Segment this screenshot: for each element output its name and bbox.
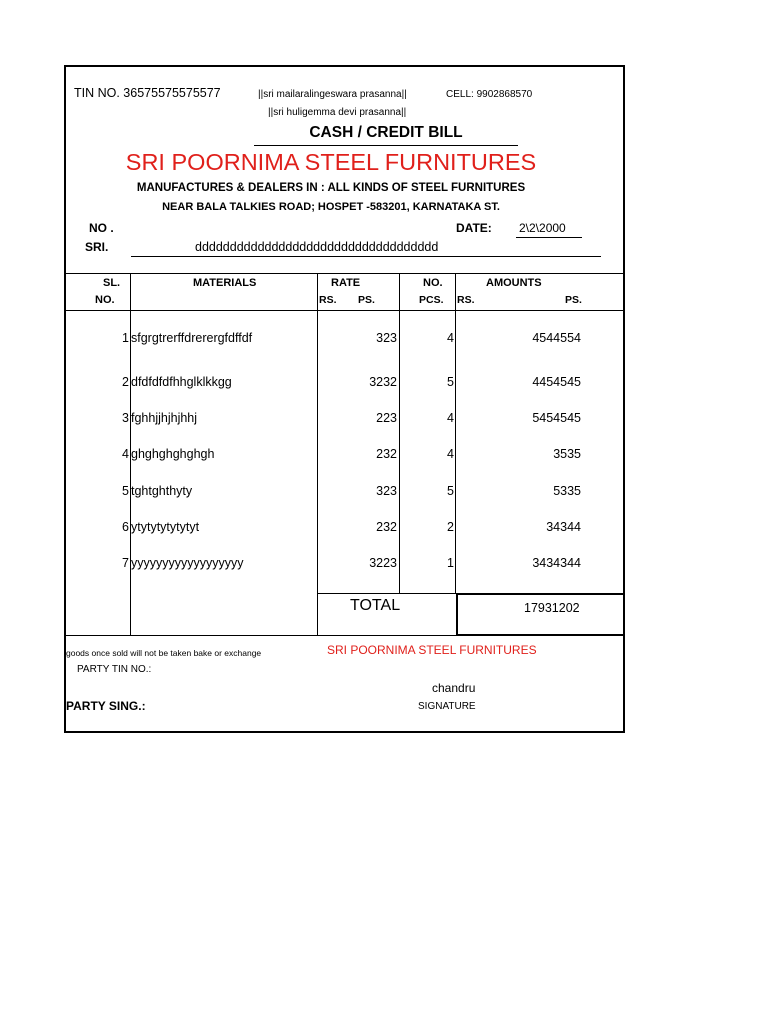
row-amount: 34344 bbox=[546, 520, 581, 534]
row-amount: 4454545 bbox=[532, 375, 581, 389]
table-header-bottom-line bbox=[64, 310, 625, 311]
col-header-rate-rs: RS. bbox=[319, 294, 337, 306]
col-header-amt-rs: RS. bbox=[457, 294, 475, 306]
row-rate: 3223 bbox=[369, 556, 397, 570]
row-pcs: 5 bbox=[447, 484, 454, 498]
row-pcs: 4 bbox=[447, 411, 454, 425]
col-header-sl: SL. bbox=[103, 277, 121, 289]
footer-company: SRI POORNIMA STEEL FURNITURES bbox=[327, 643, 537, 657]
bill-type: CASH / CREDIT BILL bbox=[309, 124, 463, 141]
signature-label: SIGNATURE bbox=[418, 701, 476, 712]
row-rate: 323 bbox=[376, 484, 397, 498]
sri-underline bbox=[131, 256, 601, 257]
row-amount: 3434344 bbox=[532, 556, 581, 570]
row-rate: 232 bbox=[376, 520, 397, 534]
date-underline bbox=[516, 237, 582, 238]
no-label: NO . bbox=[89, 221, 114, 235]
row-pcs: 5 bbox=[447, 375, 454, 389]
col-header-rate-ps: PS. bbox=[358, 294, 375, 306]
signer-name: chandru bbox=[432, 681, 476, 695]
row-rate: 232 bbox=[376, 447, 397, 461]
row-sl: 7 bbox=[122, 556, 129, 570]
col-divider-rate bbox=[399, 273, 400, 593]
cell-number: CELL: 9902868570 bbox=[446, 89, 533, 100]
row-material: ytytytytytytyt bbox=[131, 520, 200, 534]
row-rate: 3232 bbox=[369, 375, 397, 389]
row-material: sfgrgtrerffdrerergfdffdf bbox=[131, 331, 253, 345]
row-material: dfdfdfdfhhglklkkgg bbox=[131, 375, 232, 389]
row-material: fghhjjhjhjhhj bbox=[131, 411, 198, 425]
party-tin-label: PARTY TIN NO.: bbox=[77, 664, 152, 675]
total-value: 17931202 bbox=[524, 601, 580, 615]
deity-line-2: ||sri huligemma devi prasanna|| bbox=[268, 107, 407, 118]
row-material: tghtghthyty bbox=[131, 484, 193, 498]
row-sl: 5 bbox=[122, 484, 129, 498]
col-header-rate: RATE bbox=[331, 277, 361, 289]
row-sl: 4 bbox=[122, 447, 129, 461]
row-sl: 2 bbox=[122, 375, 129, 389]
row-rate: 223 bbox=[376, 411, 397, 425]
tin-number: TIN NO. 36575575575577 bbox=[74, 86, 221, 100]
row-pcs: 4 bbox=[447, 447, 454, 461]
col-divider-materials bbox=[317, 273, 318, 635]
footer-note: goods once sold will not be taken bake or exchange bbox=[66, 648, 262, 658]
col-divider-pcs bbox=[455, 273, 456, 593]
row-pcs: 2 bbox=[447, 520, 454, 534]
date-value: 2\2\2000 bbox=[519, 221, 566, 235]
col-header-amt-ps: PS. bbox=[565, 294, 582, 306]
col-header-materials: MATERIALS bbox=[193, 277, 257, 289]
row-amount: 4544554 bbox=[532, 331, 581, 345]
col-header-pcs-no: NO. bbox=[423, 277, 443, 289]
col-header-amounts: AMOUNTS bbox=[486, 277, 542, 289]
row-material: ghghghghghgh bbox=[131, 447, 215, 461]
col-header-no: NO. bbox=[95, 294, 115, 306]
row-amount: 3535 bbox=[553, 447, 581, 461]
row-rate: 323 bbox=[376, 331, 397, 345]
row-amount: 5454545 bbox=[532, 411, 581, 425]
row-sl: 1 bbox=[122, 331, 129, 345]
row-amount: 5335 bbox=[553, 484, 581, 498]
row-pcs: 1 bbox=[447, 556, 454, 570]
deity-line-1: ||sri mailaralingeswara prasanna|| bbox=[258, 89, 407, 100]
row-sl: 6 bbox=[122, 520, 129, 534]
row-sl: 3 bbox=[122, 411, 129, 425]
company-address: NEAR BALA TALKIES ROAD; HOSPET -583201, KARNATAKA ST. bbox=[162, 201, 500, 213]
row-material: yyyyyyyyyyyyyyyyyy bbox=[131, 556, 244, 570]
table-bottom-line bbox=[64, 635, 625, 636]
company-name: SRI POORNIMA STEEL FURNITURES bbox=[125, 149, 537, 175]
party-sign-label: PARTY SING.: bbox=[66, 699, 146, 713]
sri-label: SRI. bbox=[85, 240, 109, 254]
col-header-pcs: PCS. bbox=[419, 294, 444, 306]
company-tagline: MANUFACTURES & DEALERS IN : ALL KINDS OF STEEL FURNITURES bbox=[136, 182, 526, 194]
row-pcs: 4 bbox=[447, 331, 454, 345]
table-top-line bbox=[64, 273, 625, 274]
bill-type-underline bbox=[254, 145, 518, 146]
date-label: DATE: bbox=[456, 221, 492, 235]
total-label: TOTAL bbox=[350, 597, 401, 614]
sri-value: ddddddddddddddddddddddddddddddddddd bbox=[195, 240, 439, 254]
